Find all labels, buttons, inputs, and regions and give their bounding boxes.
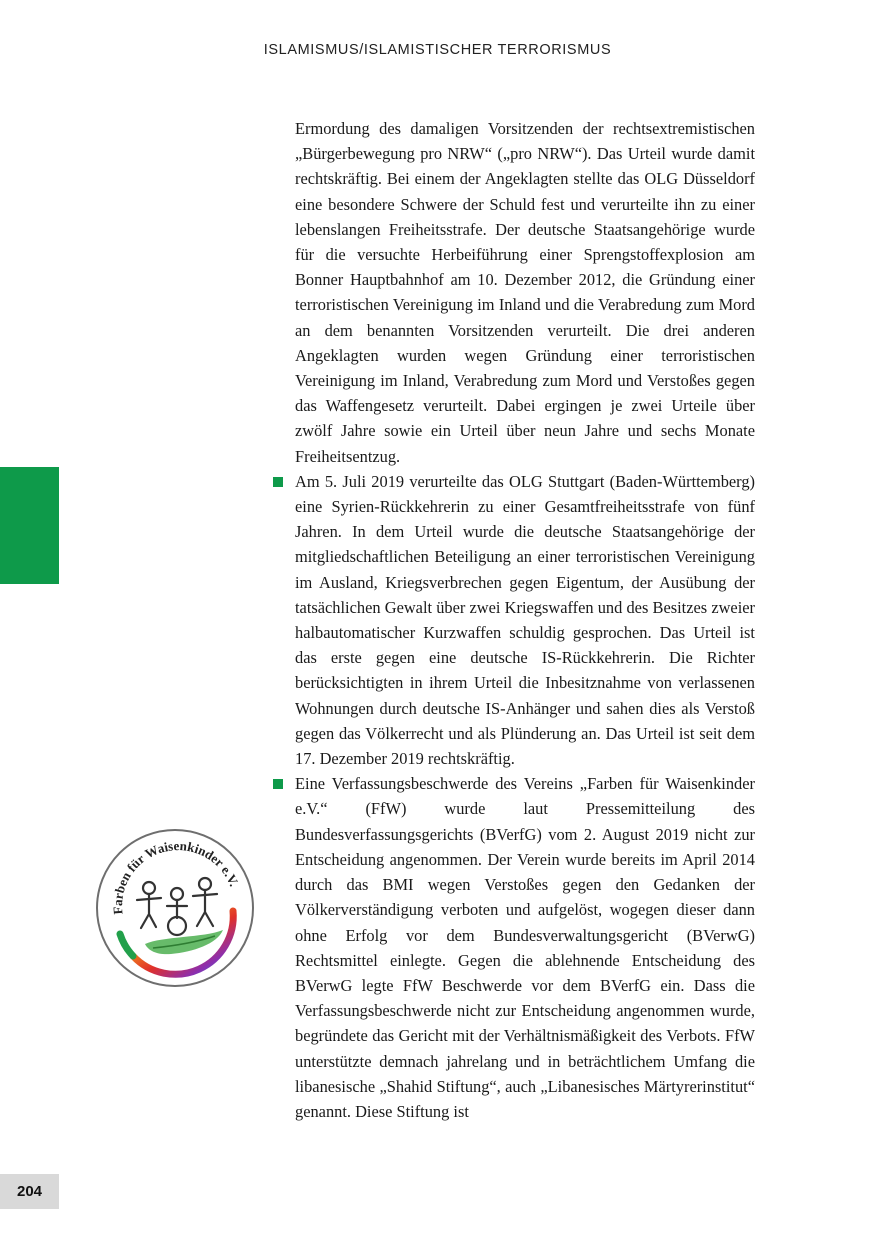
association-logo-icon: [93, 826, 257, 990]
chapter-color-tab: [0, 467, 59, 584]
logo-graphic: [93, 826, 257, 990]
page-number: 204: [0, 1174, 59, 1209]
running-header: ISLAMISMUS/ISLAMISTISCHER TERRORISMUS: [263, 42, 612, 58]
paragraph-continued: Ermordung des damaligen Vorsitzenden der rechtsextremistischen „Bürgerbewegung pro NRW“ („pro NRW“). Das Urteil wurde damit rechtskräftig. Bei einem der Angeklagten stellte das OLG Düsseldorf eine besondere Schwere der Schuld fest und verurteilte ihn zu einer lebenslangen Freiheitsstrafe. Der deutsche Staatsangehörige wurde für die versuchte Herbeiführung einer Sprengstoffexplosion am Bonner Hauptbahnhof am 10. Dezember 2012, die Gründung einer terroristischen Vereinigung im Inland und die Verabredung zum Mord an dem benannten Vorsitzenden verurteilt. Die drei anderen Angeklagten wurden wegen Gründung einer terroristischen Vereinigung im Inland, Verabredung zum Mord und Verstoßes gegen das Waffengesetz verurteilt. Dabei ergingen je zwei Urteile über zwölf Jahre sowie ein Urteil über neun Jahre und sechs Monate Freiheitsentzug.: [295, 119, 755, 466]
svg-text:Farben für Waisenkinder e.V.: Farben für Waisenkinder e.V.: [109, 838, 242, 915]
bullet-paragraph-ffw: Eine Verfassungsbeschwerde des Vereins „Farben für Waisenkinder e.V.“ (FfW) wurde laut Pressemitteilung des Bundesverfassungsgerichts (BVerfG) vom 2. August 2019 nicht zur Entscheidung angenommen. Der Verein wurde bereits im April 2014 durch das BMI wegen Verstoßes gegen den Gedanken der Völkerverständigung verboten und aufgelöst, wogegen dieser dann ohne Erfolg vor dem Bundesverwaltungsgericht (BVerwG) Rechtsmittel einlegte. Gegen die ablehnende Entscheidung des BVerwG legte FfW Beschwerde vor dem BVerfG ein. Dass die Verfassungsbeschwerde nicht zur Entscheidung angenommen wurde, begründete das Gericht mit der Verhältnismäßigkeit des Verbots. FfW unterstützte demnach jahrelang und in beträchtlichem Umfang die libanesische „Shahid Stiftung“, auch „Libanesisches Märtyrerinstitut“ genannt. Diese Stiftung ist: [295, 771, 755, 1124]
bullet-paragraph-stuttgart: Am 5. Juli 2019 verurteilte das OLG Stuttgart (Baden-Württemberg) eine Syrien-Rückkehrerin zu einer Gesamtfreiheitsstrafe von fünf Jahren. In dem Urteil wurde die deutsche Staatsangehörige der mitgliedschaftlichen Beteiligung an einer terroristischen Vereinigung im Ausland, Kriegsverbrechen gegen Eigentum, der Ausübung der tatsächlichen Gewalt über zwei Kriegswaffen und des Besitzes zweier halbautomatischer Kurzwaffen schuldig gesprochen. Das Urteil ist das erste gegen eine deutsche IS-Rückkehrerin. Die Richter berücksichtigten in ihrem Urteil die Inbesitznahme von verlassenen Wohnungen durch deutsche IS-Anhänger und sahen dies als Verstoß gegen das Völkerrecht und als Plünderung an. Das Urteil ist seit dem 17. Dezember 2019 rechtskräftig.: [295, 469, 755, 771]
main-text-column: [295, 116, 755, 1124]
